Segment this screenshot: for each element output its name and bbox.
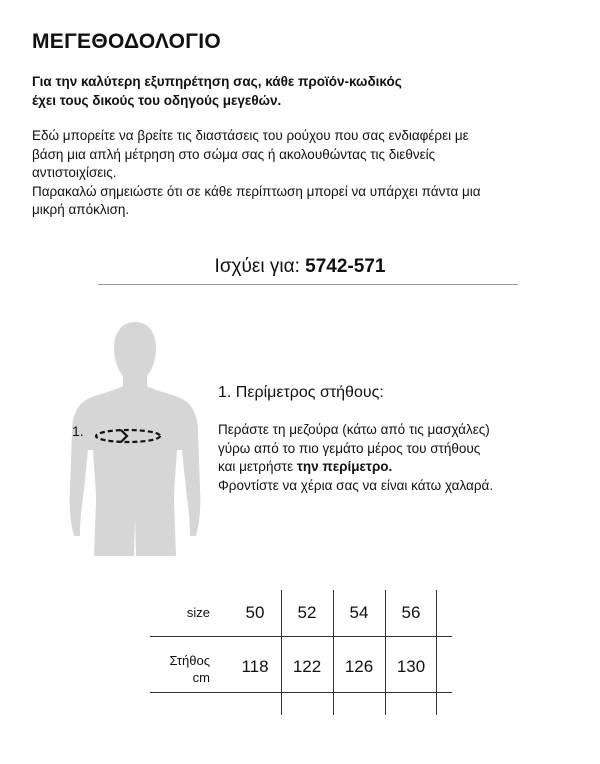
lead-line-2: έχει τους δικούς του οδηγούς μεγεθών. — [32, 93, 282, 108]
page-title: ΜΕΓΕΘΟΔΟΛΟΓΙΟ — [32, 30, 222, 53]
table-column-divider — [333, 590, 334, 715]
intro-line: Παρακαλώ σημειώστε ότι σε κάθε περίπτωση μπορεί να υπάρχει πάντα μια — [32, 183, 481, 199]
intro-line: μικρή απόκλιση. — [32, 202, 130, 217]
lead-text — [32, 72, 552, 110]
intro-line: βάση μια απλή μέτρηση στο σώμα σας ή ακολουθώντας τις διεθνείς — [32, 146, 436, 162]
instruction-line — [218, 458, 558, 477]
instruction-line: Φροντίστε να χέρια σας να είναι κάτω χαλαρά. — [218, 477, 494, 493]
measurement-instructions — [218, 421, 558, 495]
lead-line-1: Για την καλύτερη εξυπηρέτηση σας, κάθε προϊόν-κωδικός — [32, 74, 402, 89]
applies-to — [0, 256, 600, 278]
instruction-line: Περάστε τη μεζούρα (κάτω από τις μασχάλες) — [218, 422, 490, 437]
instruction-emphasis: την περίμετρο. — [296, 459, 393, 474]
intro-line: αντιστοιχίσεις. — [32, 165, 117, 180]
size-header-label: size — [186, 605, 210, 620]
chest-cell: 118 — [241, 657, 269, 676]
table-row-divider — [150, 636, 452, 637]
intro-line: Εδώ μπορείτε να βρείτε τις διαστάσεις του ρούχου που σας ενδιαφέρει με — [32, 128, 469, 143]
size-cell: 54 — [349, 603, 369, 622]
chest-label-line: Στήθος — [169, 653, 210, 668]
size-cell: 52 — [297, 603, 317, 622]
measurement-title: 1. Περίμετρος στήθους: — [218, 384, 384, 401]
size-cell: 50 — [245, 603, 265, 622]
head-shape — [114, 322, 156, 390]
divider — [98, 284, 518, 285]
instruction-prefix: και μετρήστε — [218, 459, 297, 474]
table-column-divider — [281, 590, 282, 715]
applies-label: Ισχύει για: — [214, 256, 306, 277]
chest-cell: 130 — [396, 657, 426, 676]
table-column-divider — [385, 590, 386, 715]
body-silhouette-icon — [60, 318, 210, 563]
size-cell: 56 — [401, 603, 421, 622]
chest-unit: cm — [192, 670, 210, 685]
instruction-line: γύρω από το πιο γεμάτο μέρος του στήθους — [218, 440, 481, 456]
chest-cell: 122 — [292, 657, 322, 676]
intro-text — [32, 127, 572, 220]
chest-cell: 126 — [344, 657, 374, 676]
figure-marker: 1. — [72, 423, 84, 439]
table-column-divider — [436, 590, 437, 715]
product-code: 5742-571 — [305, 256, 386, 277]
table-row-divider — [150, 692, 452, 693]
torso-shape — [70, 386, 201, 556]
chest-row-label — [140, 652, 210, 686]
